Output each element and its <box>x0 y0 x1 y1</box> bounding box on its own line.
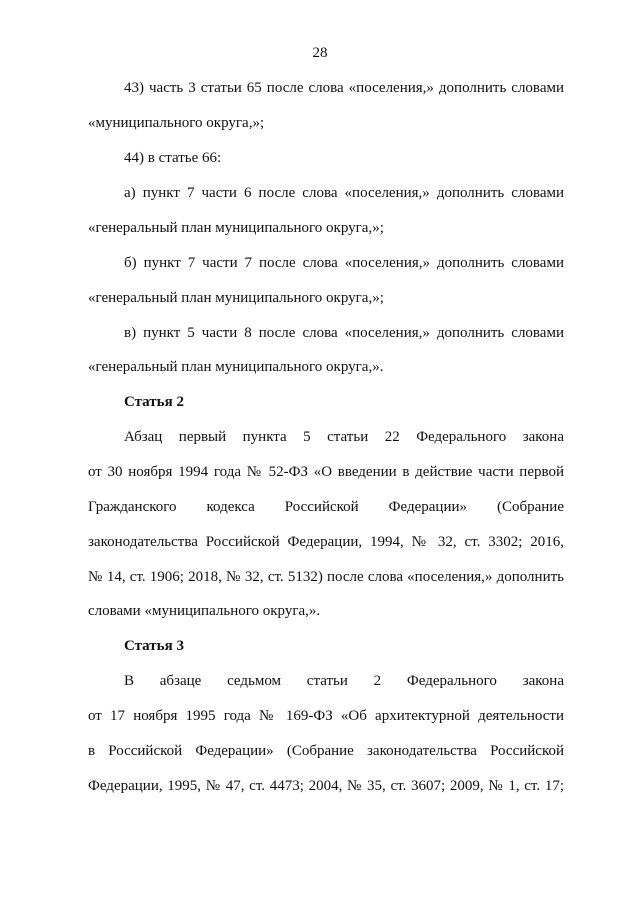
text-line: «генеральный план муниципального округа,»; <box>88 220 384 236</box>
text-line: б) пункт 7 части 7 после слова «поселения,» дополнить словами <box>124 255 564 271</box>
text-line: а) пункт 7 части 6 после слова «поселения,» дополнить словами <box>124 185 564 201</box>
text-line: «муниципального округа,»; <box>88 115 265 131</box>
text-line: Гражданского кодекса Российской Федерации» (Собрание <box>88 499 564 515</box>
text-line: 43) часть 3 статьи 65 после слова «поселения,» дополнить словами <box>124 80 564 96</box>
text-line: «генеральный план муниципального округа,». <box>88 359 384 375</box>
text-line: в) пункт 5 части 8 после слова «поселения,» дополнить словами <box>124 325 564 341</box>
text-line: в Российской Федерации» (Собрание законодательства Российской <box>88 743 564 759</box>
section-heading: Статья 2 <box>124 394 184 410</box>
text-line: законодательства Российской Федерации, 1994, № 32, ст. 3302; 2016, <box>88 534 564 550</box>
text-line: 44) в статье 66: <box>124 150 222 166</box>
text-line: «генеральный план муниципального округа,»; <box>88 290 384 306</box>
text-line: № 14, ст. 1906; 2018, № 32, ст. 5132) после слова «поселения,» дополнить <box>88 569 564 585</box>
text-line: Федерации, 1995, № 47, ст. 4473; 2004, № 35, ст. 3607; 2009, № 1, ст. 17; <box>88 778 564 794</box>
text-line: словами «муниципального округа,». <box>88 603 321 619</box>
text-line: от 30 ноября 1994 года № 52-ФЗ «О введении в действие части первой <box>88 464 564 480</box>
text-line: Абзац первый пункта 5 статьи 22 Федерального закона <box>124 429 564 445</box>
text-line: от 17 ноября 1995 года № 169-ФЗ «Об архитектурной деятельности <box>88 708 564 724</box>
section-heading: Статья 3 <box>124 638 184 654</box>
page-number: 28 <box>312 45 328 61</box>
text-line: В абзаце седьмом статьи 2 Федерального закона <box>124 673 564 689</box>
